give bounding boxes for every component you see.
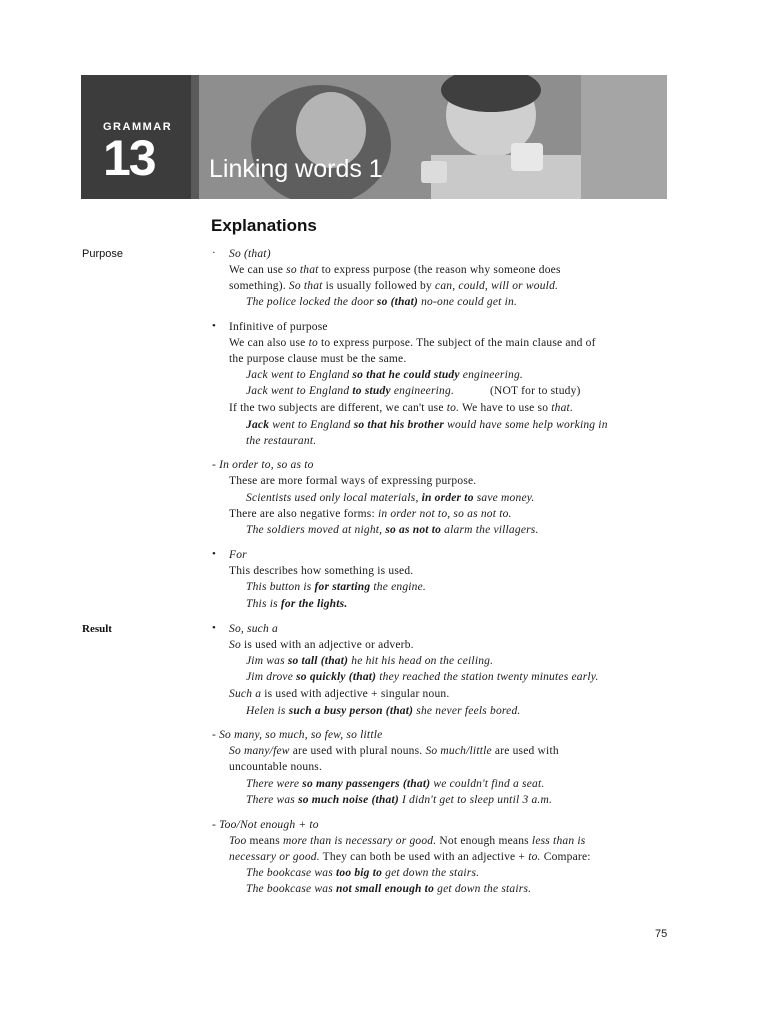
text-line: There are also negative forms: in order not to, so as not to. xyxy=(229,508,512,520)
topic-heading: - Too/Not enough + to xyxy=(212,819,319,831)
text-line: Such a is used with adjective + singular noun. xyxy=(229,688,450,700)
page-number: 75 xyxy=(655,928,668,940)
text-line: So many/few are used with plural nouns. So much/little are used with xyxy=(229,745,559,757)
text-line: This describes how something is used. xyxy=(229,565,414,577)
text-line: We can also use to to express purpose. The subject of the main clause and of xyxy=(229,337,596,349)
bullet-dot: • xyxy=(212,548,216,560)
topic-heading: For xyxy=(229,549,247,561)
side-label-result: Result xyxy=(82,623,112,635)
text-line: We can use so that to express purpose (the reason why someone does xyxy=(229,264,561,276)
topic-heading: - So many, so much, so few, so little xyxy=(212,729,383,741)
example-line: Scientists used only local materials, in order to save money. xyxy=(246,492,535,504)
topic-heading: So, such a xyxy=(229,623,278,635)
example-line: Jack went to England so that he could study engineering. xyxy=(246,369,523,381)
topic-heading: - In order to, so as to xyxy=(212,459,314,471)
example-line: Jack went to England to study engineering. xyxy=(246,385,455,397)
text-line: These are more formal ways of expressing purpose. xyxy=(229,475,477,487)
chapter-banner xyxy=(81,75,667,199)
example-line: Jack went to England so that his brother would have some help working in xyxy=(246,419,608,431)
example-line: This is for the lights. xyxy=(246,598,348,610)
chapter-number: 13 xyxy=(103,130,155,186)
example-line: Jim was so tall (that) he hit his head on the ceiling. xyxy=(246,655,494,667)
example-line: The bookcase was too big to get down the stairs. xyxy=(246,867,480,879)
text-line: So is used with an adjective or adverb. xyxy=(229,639,414,651)
bullet-dot: · xyxy=(212,247,216,259)
chapter-title: Linking words 1 xyxy=(209,155,383,183)
text-line: uncountable nouns. xyxy=(229,761,323,773)
bullet-dot: • xyxy=(212,622,216,634)
example-line: Helen is such a busy person (that) she never feels bored. xyxy=(246,705,521,717)
topic-heading: So (that) xyxy=(229,248,271,260)
section-heading: Explanations xyxy=(211,216,317,235)
example-line: There were so many passengers (that) we couldn't find a seat. xyxy=(246,778,545,790)
example-line: This button is for starting the engine. xyxy=(246,581,427,593)
example-line: The police locked the door so (that) no-one could get in. xyxy=(246,296,518,308)
example-line: The soldiers moved at night, so as not to alarm the villagers. xyxy=(246,524,539,536)
text-line: necessary or good. They can both be used with an adjective + to. Compare: xyxy=(229,851,591,863)
note-line: (NOT for to study) xyxy=(490,385,581,397)
example-line: There was so much noise (that) I didn't get to sleep until 3 a.m. xyxy=(246,794,553,806)
text-line: something). So that is usually followed by can, could, will or would. xyxy=(229,280,559,292)
grammar-label: GRAMMAR xyxy=(103,121,173,133)
example-line: The bookcase was not small enough to get down the stairs. xyxy=(246,883,532,895)
side-label-purpose: Purpose xyxy=(82,248,123,260)
example-line: Jim drove so quickly (that) they reached the station twenty minutes early. xyxy=(246,671,599,683)
text-line: If the two subjects are different, we can't use to. We have to use so that. xyxy=(229,402,574,414)
text-line: Too means more than is necessary or good. Not enough means less than is xyxy=(229,835,586,847)
topic-heading: Infinitive of purpose xyxy=(229,321,328,333)
example-line: the restaurant. xyxy=(246,435,317,447)
text-line: the purpose clause must be the same. xyxy=(229,353,407,365)
bullet-dot: • xyxy=(212,320,216,332)
